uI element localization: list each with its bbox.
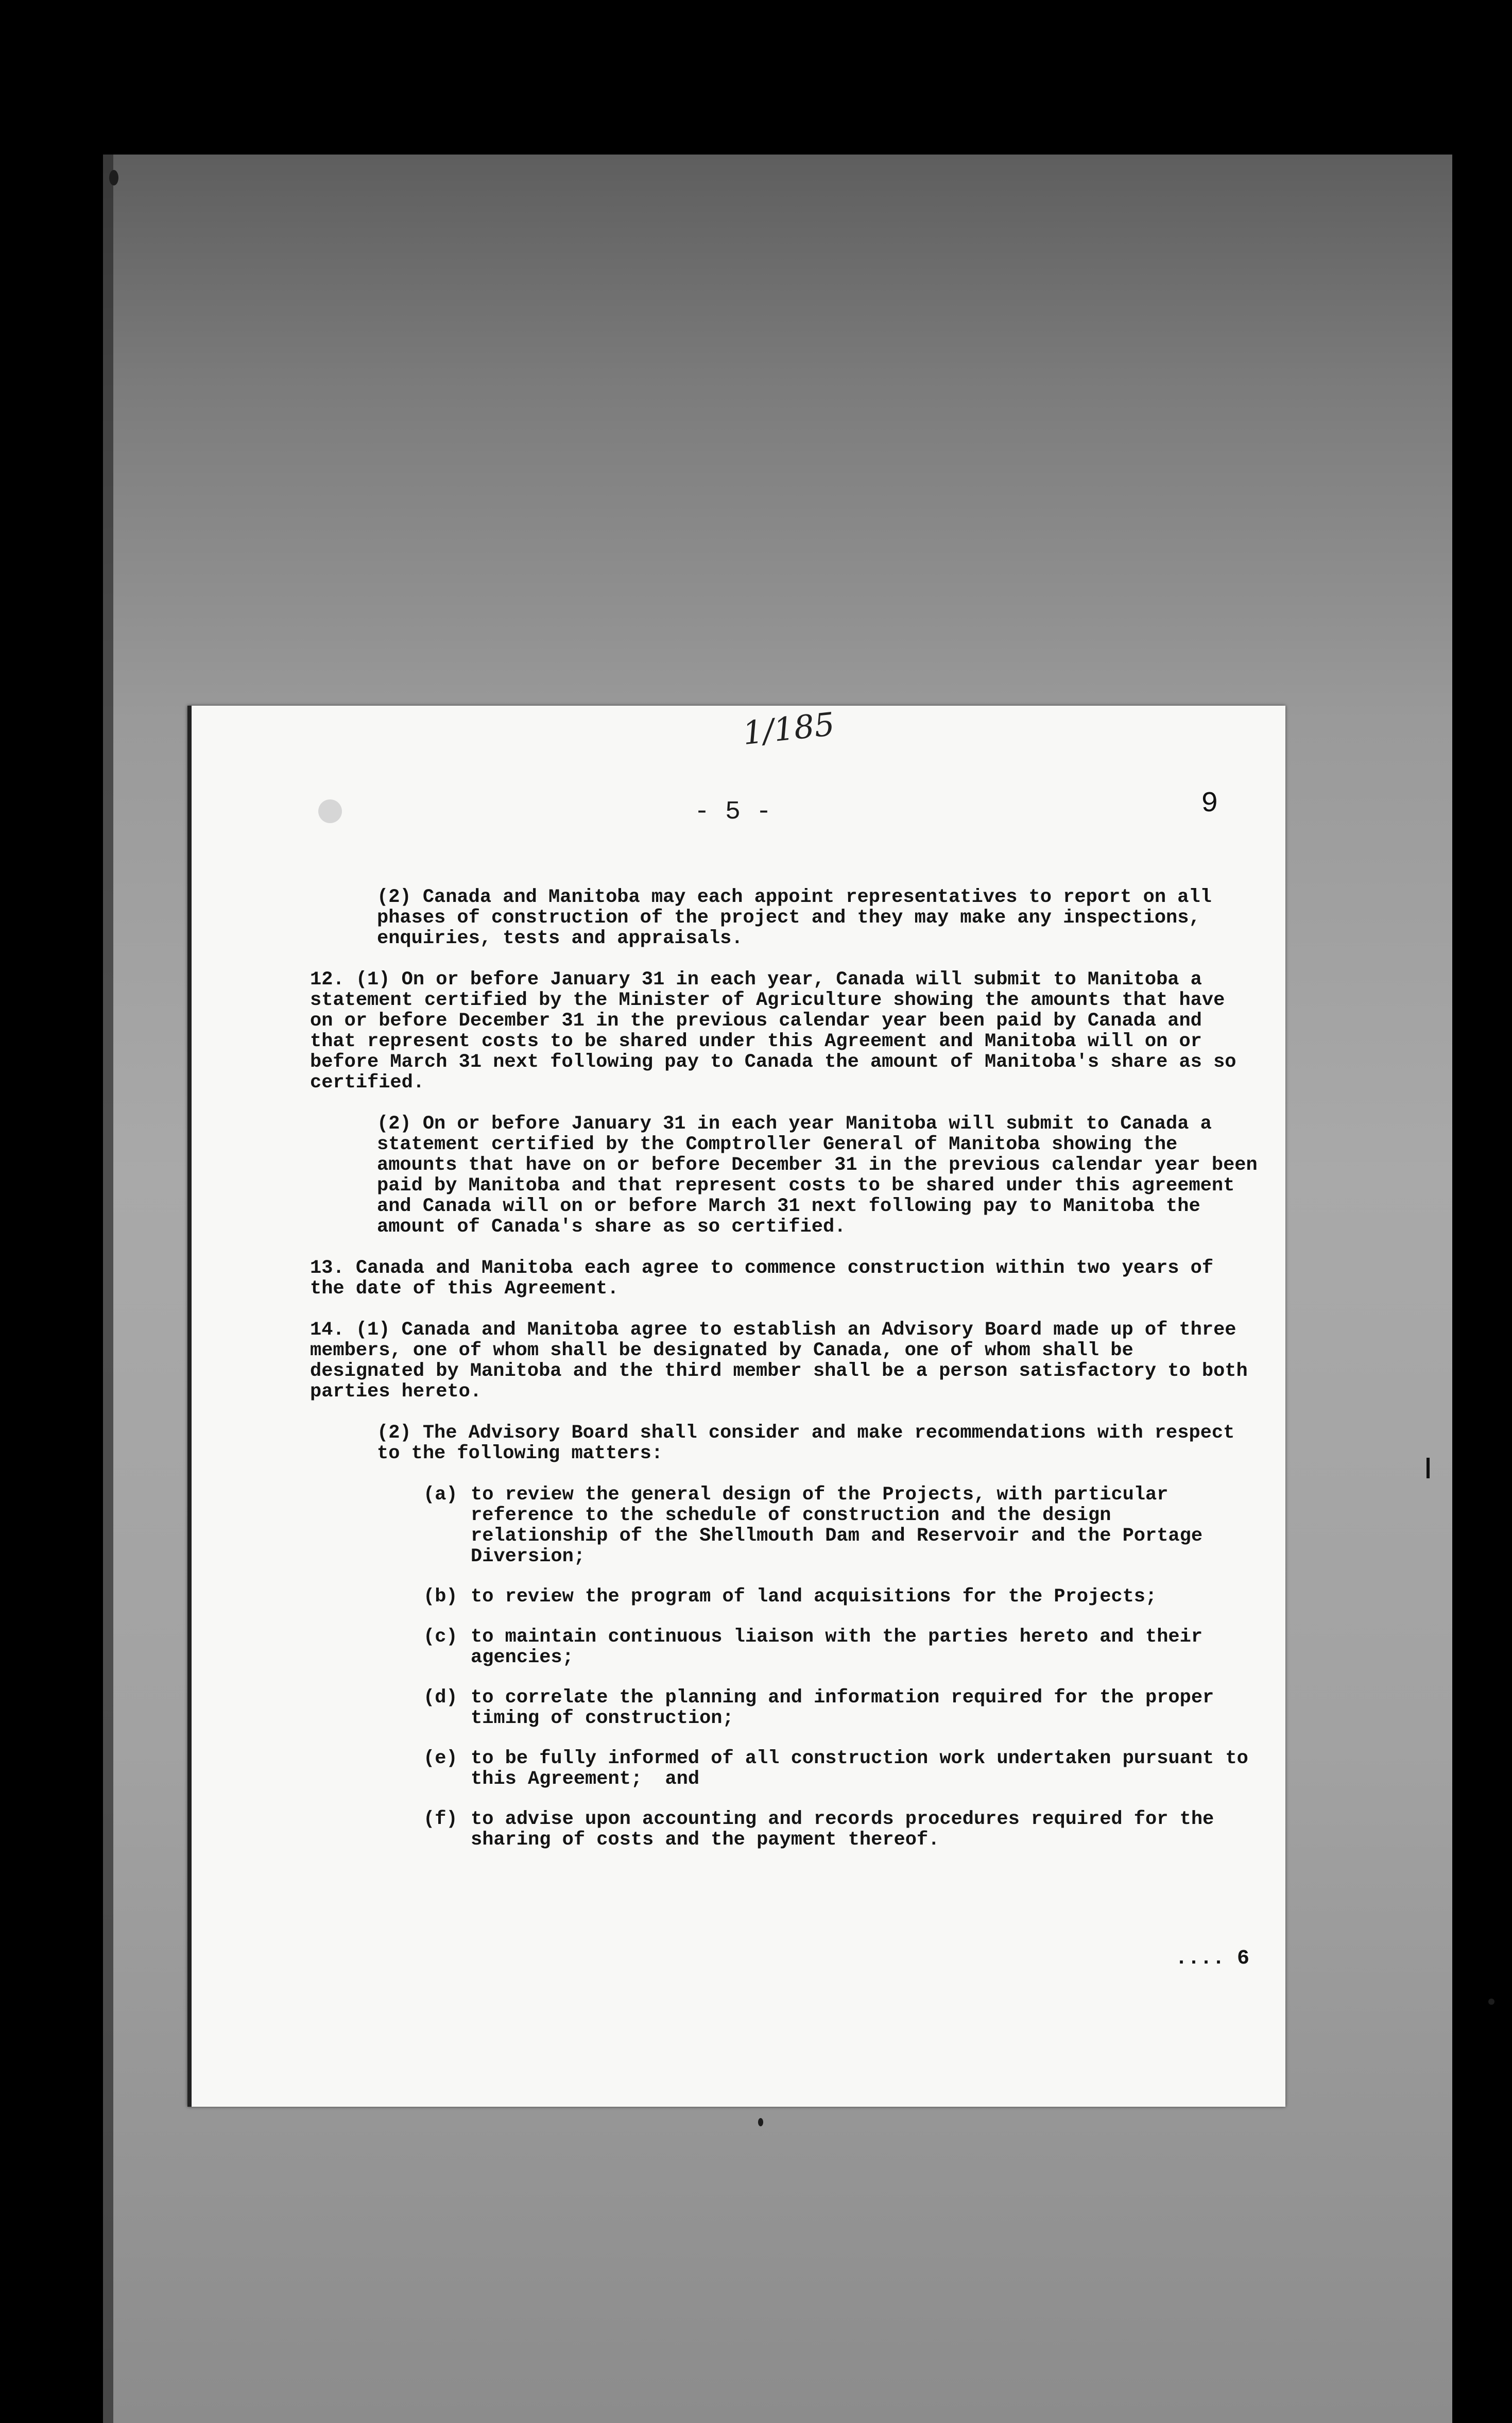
- backing-left-edge: [103, 155, 113, 2423]
- paragraph-13: 13. Canada and Manitoba each agree to commence construction within two years of the date of this Agreement.: [310, 1257, 1225, 1300]
- paragraph-14-1: 14. (1) Canada and Manitoba agree to establish an Advisory Board made up of three members, one of whom shall be designated by Canada, one of whom shall be designated by Manitoba and the third member shall be a person satisfactory to both parties hereto.: [310, 1319, 1259, 1403]
- paragraph-12-2: (2) On or before January 31 in each year Manitoba will submit to Canada a statement certified by the Comptroller General of Manitoba showing the amounts that have on or before December 31 in the previous calendar year been paid by Manitoba and that represent costs to be shared under this agreement and Canada will on or before March 31 next following pay to Manitoba the amount of Canada's share as so certified.: [377, 1113, 1269, 1238]
- list-item: [423, 1586, 1258, 1607]
- handwritten-reference: 1/185: [741, 705, 837, 753]
- dust-speck: [758, 2118, 763, 2126]
- document-body: [310, 886, 1269, 1870]
- dust-speck: [109, 170, 118, 185]
- dust-speck: [1488, 1999, 1494, 2005]
- list-item-label: (b): [423, 1586, 458, 1608]
- list-item-text: to review the program of land acquisitions for the Projects;: [471, 1586, 1157, 1608]
- paragraph-12-1: 12. (1) On or before January 31 in each year, Canada will submit to Manitoba a statement certified by the Minister of Agriculture showing the amounts that have on or before December 31 in the previous calendar year been paid by Canada and that represent costs to be shared under this Agreement and Manitoba will on or before March 31 next following pay to Canada the amount of Manitoba's share as so certified.: [310, 969, 1248, 1094]
- list-item-label: (d): [423, 1687, 458, 1709]
- continued-marker: .... 6: [1175, 1947, 1249, 1970]
- film-mark: [1427, 1458, 1430, 1478]
- list-item-label: (e): [423, 1748, 458, 1769]
- list-item: [423, 1809, 1258, 1850]
- list-item-text: to advise upon accounting and records procedures required for the sharing of costs and the payment thereof.: [471, 1808, 1226, 1851]
- list-item-text: to correlate the planning and information required for the proper timing of construction;: [471, 1687, 1226, 1729]
- list-item: [423, 1748, 1258, 1789]
- folio-number: 9: [1201, 787, 1218, 820]
- list-item-text: to review the general design of the Projects, with particular reference to the schedule of construction and the design relationship of the Shellmouth Dam and Reservoir and the Portage Diversion;: [471, 1484, 1214, 1567]
- list-item: [423, 1627, 1258, 1668]
- paragraph-14-2: (2) The Advisory Board shall consider and make recommendations with respect to the following matters:: [377, 1422, 1246, 1464]
- punch-hole: [318, 799, 342, 823]
- list-item-label: (c): [423, 1626, 458, 1648]
- page-number: - 5 -: [694, 797, 772, 827]
- list-item-label: (a): [423, 1484, 458, 1506]
- paragraph-11-2: (2) Canada and Manitoba may each appoint representatives to report on all phases of construction of the project and they may make any inspections, enquiries, tests and appraisals.: [377, 886, 1224, 949]
- list-item-label: (f): [423, 1808, 458, 1830]
- list-item: [423, 1484, 1258, 1567]
- list-item: [423, 1687, 1258, 1729]
- document-page: [187, 706, 1285, 2107]
- list-item-text: to be fully informed of all construction work undertaken pursuant to this Agreement; and: [471, 1748, 1260, 1790]
- list-item-text: to maintain continuous liaison with the parties hereto and their agencies;: [471, 1626, 1214, 1668]
